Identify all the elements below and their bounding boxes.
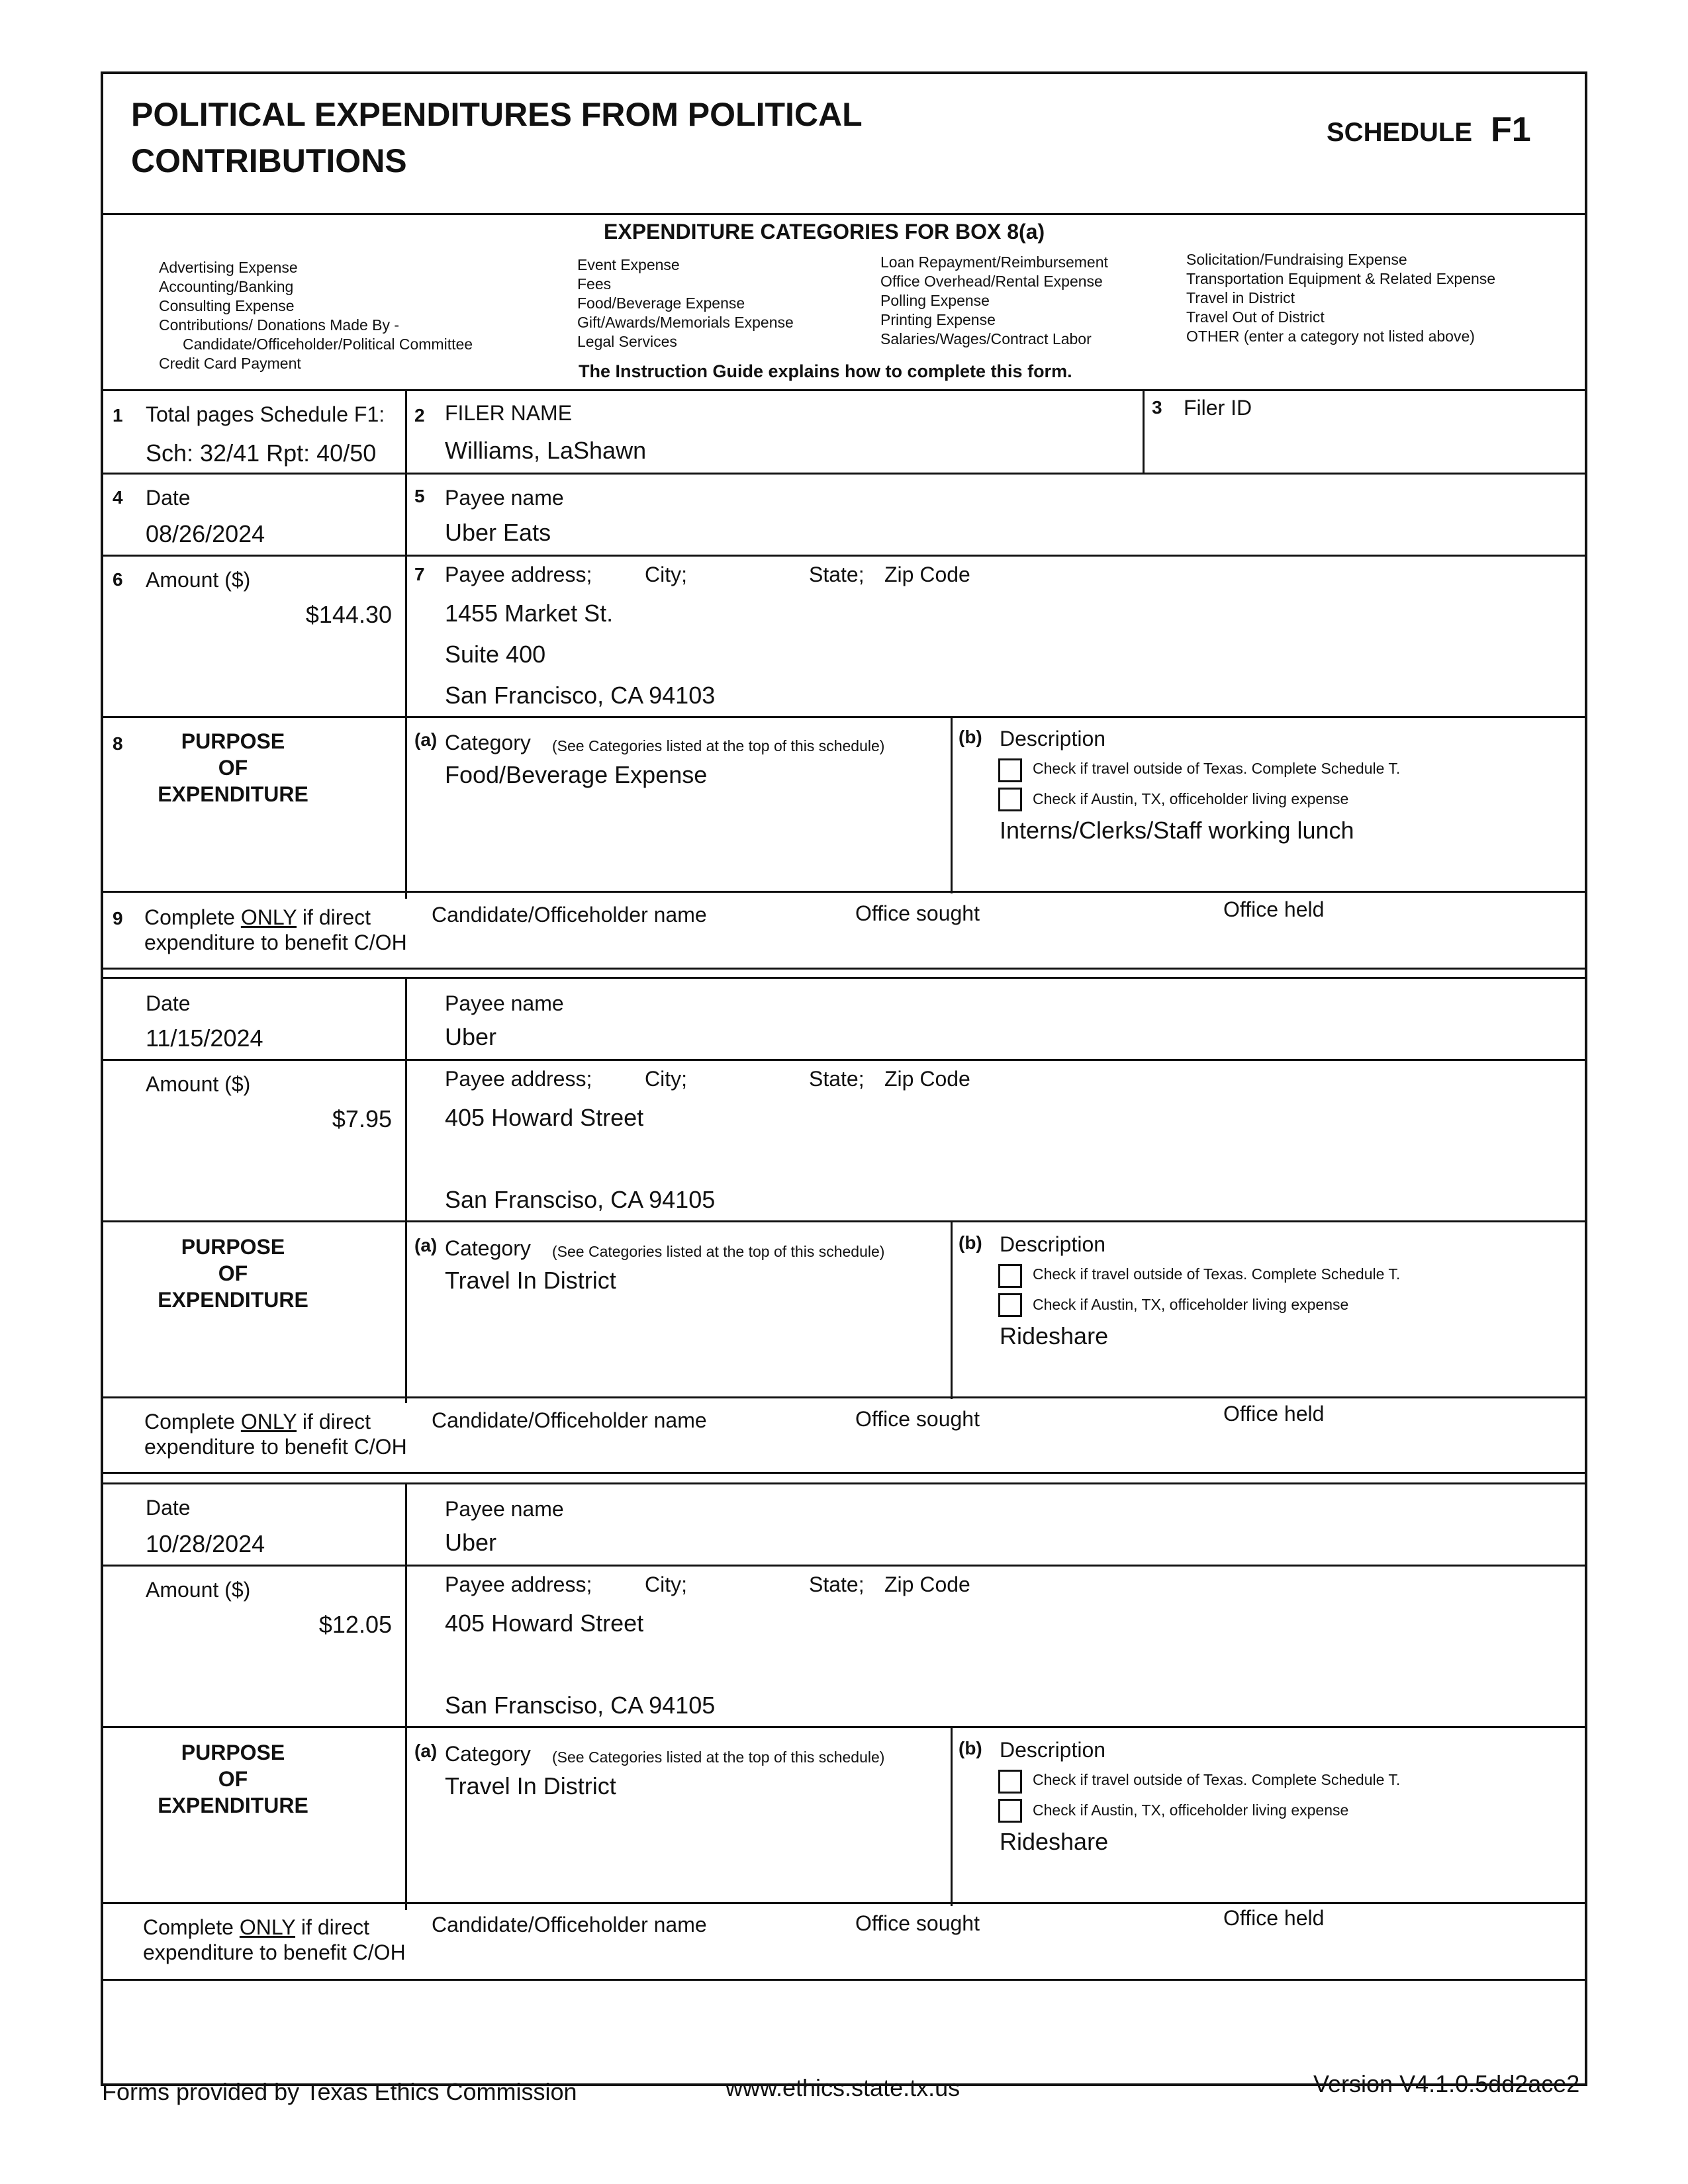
category-item: Travel in District [1186,289,1295,306]
complete-only-word: ONLY [240,1410,297,1433]
expenditure-amount[interactable]: $144.30 [305,601,392,628]
divider-h [102,1726,1586,1728]
field-number-8: 8 [113,733,123,754]
amount-label: Amount ($) [146,568,251,592]
city-label: City; [645,563,687,586]
category-item: Food/Beverage Expense [577,295,745,312]
expenditure-category[interactable]: Food/Beverage Expense [445,761,708,788]
divider-v [405,1484,407,1567]
complete-text: Complete [143,1915,240,1939]
austin-living-expense-checkbox[interactable] [998,1293,1022,1317]
category-item: Loan Repayment/Reimbursement [880,253,1108,271]
complete-text: if direct [295,1915,370,1939]
complete-only-line2: expenditure to benefit C/OH [144,1435,407,1459]
field-number-1: 1 [113,405,123,426]
payee-name-label: Payee name [445,991,564,1015]
complete-only-line1 [144,1410,371,1434]
office-held-label: Office held [1223,897,1325,921]
payee-name[interactable]: Uber Eats [445,519,551,546]
description-label: Description [1000,1738,1106,1762]
divider-h [102,555,1586,557]
payee-address-line3[interactable]: San Fransciso, CA 94105 [445,1692,716,1719]
complete-only-line1 [143,1915,369,1940]
date-label: Date [146,486,191,510]
category-note: (See Categories listed at the top of this schedule) [552,737,885,754]
purpose-word: EXPENDITURE [158,1288,308,1312]
divider-v [405,390,407,475]
category-item: Office Overhead/Rental Expense [880,273,1103,290]
payee-address-line3[interactable]: San Fransciso, CA 94105 [445,1186,716,1213]
total-pages-value[interactable]: Sch: 32/41 Rpt: 40/50 [146,439,377,467]
travel-outside-texas-label: Check if travel outside of Texas. Complete Schedule T. [1033,760,1401,777]
categories-col1 [159,258,473,373]
field-number-9: 9 [113,908,123,929]
category-item: Consulting Expense [159,297,295,314]
office-held-label: Office held [1223,1906,1325,1930]
travel-outside-texas-checkbox[interactable] [998,1770,1022,1794]
category-note: (See Categories listed at the top of this schedule) [552,1243,885,1260]
category-item: OTHER (enter a category not listed above) [1186,328,1475,345]
category-item: Salaries/Wages/Contract Labor [880,330,1092,347]
office-held-label: Office held [1223,1402,1325,1426]
payee-address-line1[interactable]: 405 Howard Street [445,1104,644,1131]
categories-col2 [577,255,794,351]
complete-only-line2: expenditure to benefit C/OH [143,1940,406,1964]
description-label: Description [1000,727,1106,751]
complete-text: Complete [144,1410,241,1433]
state-label: State; [809,1067,865,1091]
divider-h [102,1220,1586,1222]
filer-name-label: FILER NAME [445,401,573,425]
payee-address-line3[interactable]: San Francisco, CA 94103 [445,682,716,709]
divider-h [102,968,1586,970]
category-item: Contributions/ Donations Made By - [159,316,400,334]
zip-label: Zip Code [884,563,970,586]
purpose-heading [134,728,332,807]
filer-id-label: Filer ID [1184,396,1252,420]
purpose-word: OF [218,1261,248,1285]
category-item: Legal Services [577,333,677,350]
purpose-word: PURPOSE [181,1741,285,1764]
state-label: State; [809,1572,865,1596]
total-pages-label: Total pages Schedule F1: [146,402,385,426]
purpose-heading [134,1739,332,1819]
complete-only-line2: expenditure to benefit C/OH [144,931,407,954]
categories-col3 [880,253,1108,349]
purpose-heading [134,1234,332,1313]
payee-name[interactable]: Uber [445,1023,497,1050]
expenditure-amount[interactable]: $7.95 [332,1105,392,1132]
field-number-2: 2 [414,405,425,426]
office-sought-label: Office sought [855,901,980,925]
expenditure-date[interactable]: 11/15/2024 [146,1024,263,1052]
category-item: Transportation Equipment & Related Expense [1186,270,1496,287]
purpose-word: EXPENDITURE [158,1794,308,1817]
divider-h [102,1482,1586,1484]
footer-website-link[interactable]: www.ethics.state.tx.us [726,2074,961,2101]
expenditure-description[interactable]: Rideshare [1000,1322,1109,1349]
divider-v [405,1060,407,1223]
instruction-guide-note: The Instruction Guide explains how to complete this form. [579,361,1072,381]
purpose-word: PURPOSE [181,1235,285,1259]
divider-v [951,717,953,893]
date-label: Date [146,1496,191,1520]
divider-h [102,1472,1586,1474]
payee-address-line1[interactable]: 1455 Market St. [445,600,614,627]
date-label: Date [146,991,191,1015]
category-item: Travel Out of District [1186,308,1325,326]
divider-v [951,1222,953,1399]
expenditure-description[interactable]: Interns/Clerks/Staff working lunch [1000,817,1354,844]
header-divider [102,213,1586,215]
divider-h [102,473,1586,475]
schedule-code: F1 [1491,111,1531,149]
categories-divider [102,389,1586,391]
category-item: Advertising Expense [159,259,298,276]
b-marker: (b) [959,727,982,747]
category-item: Polling Expense [880,292,990,309]
category-item: Solicitation/Fundraising Expense [1186,251,1407,268]
b-marker: (b) [959,1738,982,1758]
office-sought-label: Office sought [855,1407,980,1431]
payee-name-label: Payee name [445,486,564,510]
divider-v [405,978,407,1062]
b-marker: (b) [959,1232,982,1253]
category-item: Gift/Awards/Memorials Expense [577,314,794,331]
divider-v [951,1727,953,1906]
divider-h [102,1979,1586,1981]
category-label: Category [445,1742,531,1766]
payee-address-label: Payee address; [445,1572,592,1596]
category-item: Printing Expense [880,311,996,328]
purpose-word: EXPENDITURE [158,782,308,806]
amount-label: Amount ($) [146,1578,251,1602]
payee-name[interactable]: Uber [445,1529,497,1556]
payee-address-label: Payee address; [445,563,592,586]
divider-v [405,556,407,718]
field-number-4: 4 [113,487,123,508]
expenditure-amount[interactable]: $12.05 [318,1611,392,1638]
candidate-name-label: Candidate/Officeholder name [432,1408,707,1432]
candidate-name-label: Candidate/Officeholder name [432,1913,707,1936]
expenditure-category[interactable]: Travel In District [445,1267,616,1294]
form-title-line1: POLITICAL EXPENDITURES FROM POLITICAL [131,96,863,133]
categories-col4 [1186,250,1495,346]
divider-v [405,717,407,899]
category-item: Event Expense [577,256,680,273]
payee-address-line1[interactable]: 405 Howard Street [445,1610,644,1637]
a-marker: (a) [414,1741,438,1761]
divider-v [405,1566,407,1729]
category-item: Candidate/Officeholder/Political Committee [183,336,473,353]
complete-only-word: ONLY [239,1915,296,1939]
category-label: Category [445,731,531,754]
divider-h [102,716,1586,718]
zip-label: Zip Code [884,1572,970,1596]
categories-heading: EXPENDITURE CATEGORIES FOR BOX 8(a) [604,220,1045,244]
expenditure-date[interactable]: 10/28/2024 [146,1530,265,1557]
purpose-word: OF [218,1767,248,1791]
candidate-name-label: Candidate/Officeholder name [432,903,707,927]
category-item: Accounting/Banking [159,278,294,295]
austin-living-expense-label: Check if Austin, TX, officeholder living expense [1033,790,1349,807]
payee-address-line2[interactable]: Suite 400 [445,641,546,668]
field-number-3: 3 [1152,397,1162,418]
expenditure-description[interactable]: Rideshare [1000,1828,1109,1855]
footer-version: Version V4.1.0.5dd2ace2 [1313,2070,1580,2097]
schedule-word: SCHEDULE [1327,118,1473,147]
a-marker: (a) [414,1235,438,1255]
divider-h [102,891,1586,893]
complete-only-word: ONLY [240,905,297,929]
category-item: Fees [577,275,612,293]
complete-text: Complete [144,905,241,929]
complete-only-line1 [144,905,371,930]
divider-h [102,977,1586,979]
a-marker: (a) [414,729,438,750]
austin-living-expense-label: Check if Austin, TX, officeholder living expense [1033,1296,1349,1313]
field-number-5: 5 [414,486,425,506]
travel-outside-texas-label: Check if travel outside of Texas. Complete Schedule T. [1033,1265,1401,1283]
expenditure-category[interactable]: Travel In District [445,1772,616,1799]
divider-h [102,1059,1586,1061]
footer-provided-by: Forms provided by Texas Ethics Commission [102,2078,577,2105]
divider-h [102,1565,1586,1567]
travel-outside-texas-checkbox[interactable] [998,1264,1022,1288]
payee-name-label: Payee name [445,1497,564,1521]
divider-v [405,1222,407,1403]
divider-h [102,1902,1586,1904]
divider-v [405,474,407,557]
city-label: City; [645,1572,687,1596]
category-item: Credit Card Payment [159,355,301,372]
field-number-6: 6 [113,569,123,590]
divider-h [102,1396,1586,1398]
travel-outside-texas-label: Check if travel outside of Texas. Complete Schedule T. [1033,1771,1401,1788]
amount-label: Amount ($) [146,1072,251,1096]
divider-v [1143,390,1145,473]
complete-text: if direct [297,905,371,929]
field-number-7: 7 [414,564,425,584]
zip-label: Zip Code [884,1067,970,1091]
travel-outside-texas-checkbox[interactable] [998,758,1022,782]
purpose-word: OF [218,756,248,780]
office-sought-label: Office sought [855,1911,980,1935]
expenditure-date[interactable]: 08/26/2024 [146,520,265,547]
city-label: City; [645,1067,687,1091]
austin-living-expense-checkbox[interactable] [998,788,1022,811]
state-label: State; [809,563,865,586]
austin-living-expense-label: Check if Austin, TX, officeholder living expense [1033,1801,1349,1819]
complete-text: if direct [297,1410,371,1433]
purpose-word: PURPOSE [181,729,285,753]
austin-living-expense-checkbox[interactable] [998,1799,1022,1823]
category-note: (See Categories listed at the top of this schedule) [552,1749,885,1766]
form-title-line2: CONTRIBUTIONS [131,142,407,179]
category-label: Category [445,1236,531,1260]
filer-name-value[interactable]: Williams, LaShawn [445,437,647,464]
payee-address-label: Payee address; [445,1067,592,1091]
divider-v [405,1727,407,1910]
description-label: Description [1000,1232,1106,1256]
